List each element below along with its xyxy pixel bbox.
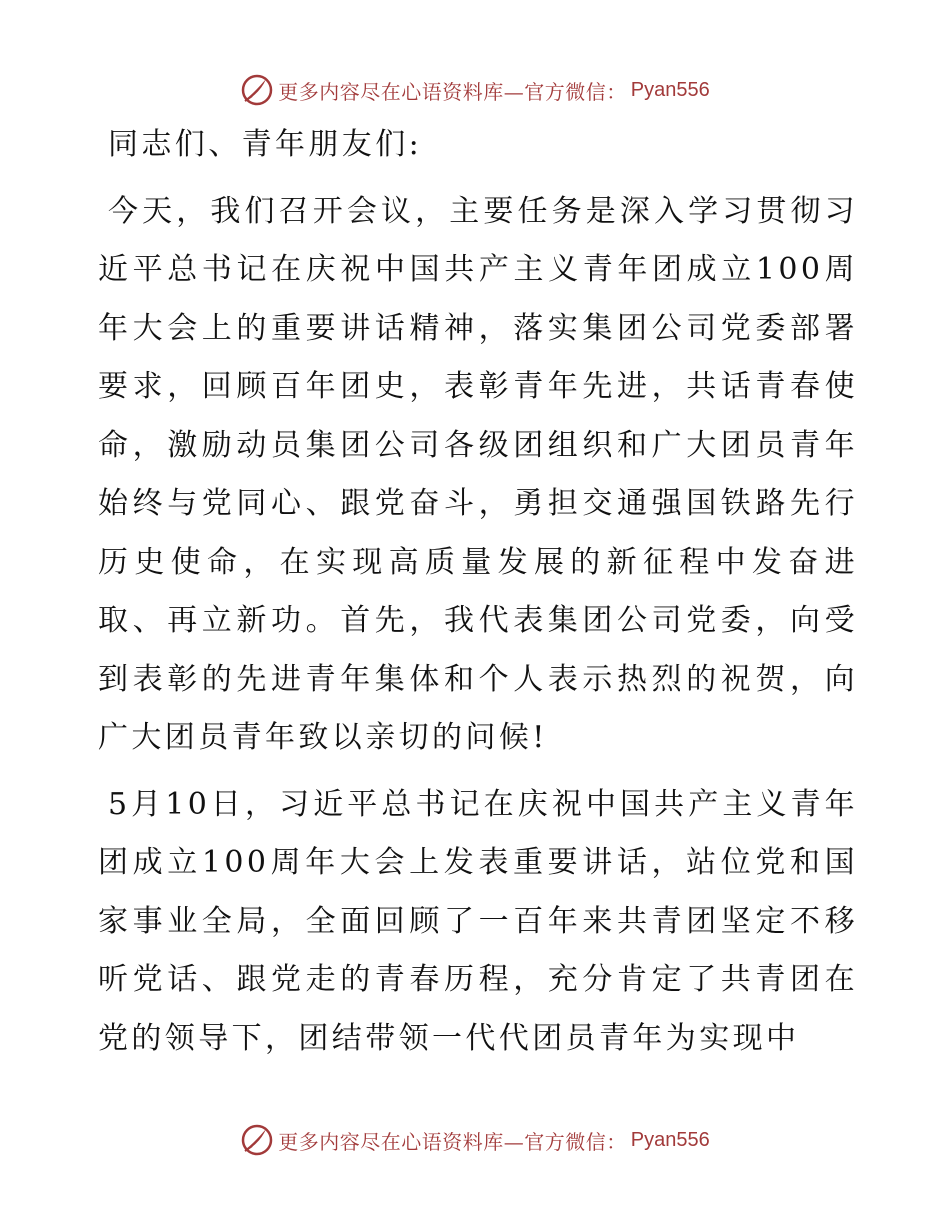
quill-logo-icon xyxy=(240,73,274,107)
footer-banner xyxy=(0,1120,950,1160)
salutation: 同志们、青年朋友们: xyxy=(108,127,423,162)
paragraph-2: 5月10日，习近平总书记在庆祝中国共产主义青年团成立100周年大会上发表重要讲话，站位党和国家事业全局，全面回顾了一百年来共青团坚定不移听党话、跟党走的青春历程，充分肯定了共青团在党的领导下，团结带领一代代团员青年为实现中 xyxy=(98,786,858,1056)
paragraph-1: 今天，我们召开会议，主要任务是深入学习贯彻习近平总书记在庆祝中国共产主义青年团成立100周年大会上的重要讲话精神，落实集团公司党委部署要求，回顾百年团史，表彰青年先进，共话青春使命，激励动员集团公司各级团组织和广大团员青年始终与党同心、跟党奋斗，勇担交通强国铁路先行历史使命，在实现高质量发展的新征程中发奋进取、再立新功。首先，我代表集团公司党委，向受到表彰的先进青年集体和个人表示热烈的祝贺，向广大团员青年致以亲切的问候! xyxy=(98,193,858,755)
header-banner-text: 更多内容尽在心语资料库—官方微信： xyxy=(278,79,627,104)
document-body xyxy=(98,116,858,1068)
header-banner xyxy=(0,70,950,110)
footer-banner-wechat-id: Pyan556 xyxy=(630,1128,710,1151)
header-banner-wechat-id: Pyan556 xyxy=(630,78,710,101)
footer-banner-text: 更多内容尽在心语资料库—官方微信： xyxy=(278,1129,627,1154)
quill-logo-icon xyxy=(240,1123,274,1157)
